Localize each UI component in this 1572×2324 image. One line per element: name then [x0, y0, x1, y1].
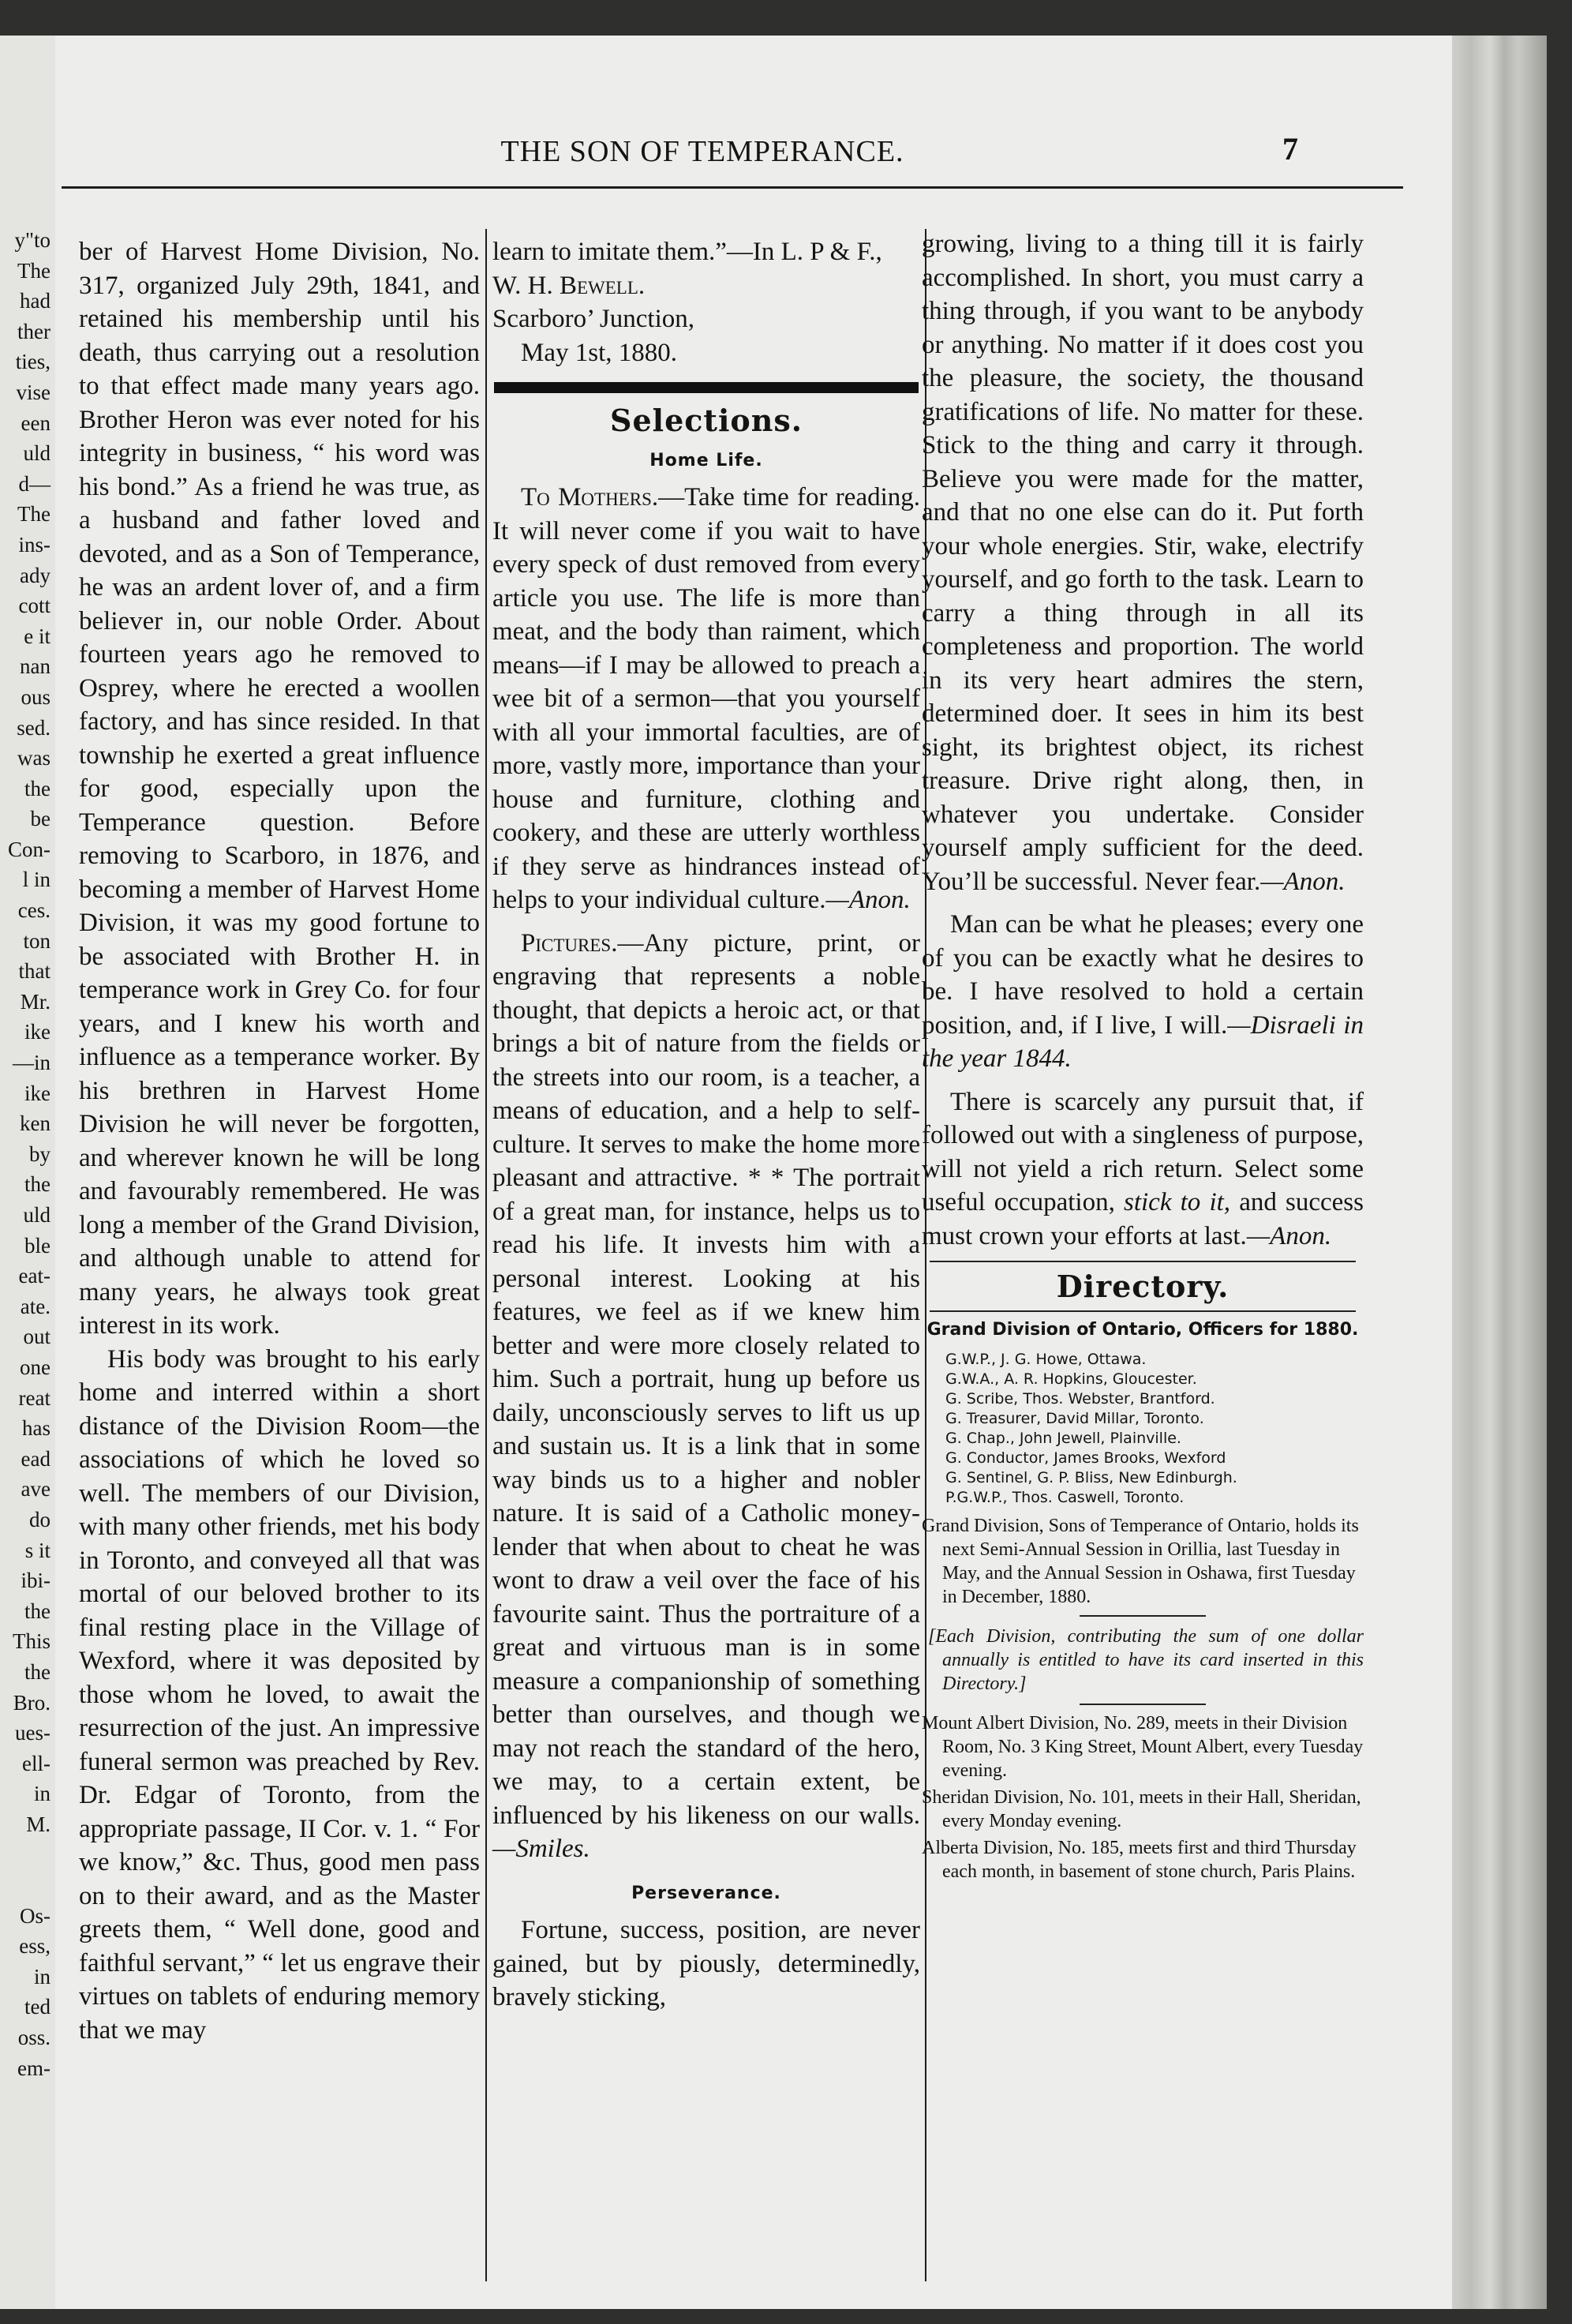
officer-entry: G. Chap., John Jewell, Plainville. [945, 1429, 1181, 1447]
facing-page-fragment: d— [18, 471, 51, 496]
facing-page-fragment: sed. [17, 715, 51, 740]
facing-page-fragment: ble [24, 1233, 51, 1258]
facing-page-fragment: ous [21, 684, 51, 709]
facing-page-fragment: Bro. [13, 1690, 51, 1715]
facing-page-fragment: the [24, 1172, 51, 1197]
article-to-mothers [492, 481, 920, 917]
facing-page-fragment: be [30, 807, 51, 831]
facing-page-fragment: by [29, 1141, 51, 1166]
facing-page-fragment: ted [24, 1995, 51, 2019]
facing-page-fragment: em- [17, 2056, 51, 2080]
subhead-perseverance: Perseverance. [631, 1883, 781, 1903]
author-signature: W. H. Bewell. [492, 271, 646, 300]
facing-page-fragment: ken [20, 1111, 51, 1136]
article-perseverance-start: Fortune, success, position, are never gained, but by piously, determinedly, bravely sticking, [492, 1916, 920, 2011]
division-listing: Alberta Division, No. 185, meets first and third Thursday each month, in basement of stone church, Paris Plains. [922, 1837, 1357, 1882]
obituary-paragraph-1: ber of Harvest Home Division, No. 317, organized July 29th, 1841, and retained his membership until his death, thus carrying out a resolution to that effect made many years ago. Brother Heron was ever noted for his integrity in business, “ his word was his bond.” As a friend he was true, as a husband and father loved and devoted, and as a Son of Temperance, he was an ardent lover of, and a firm believer in, our noble Order. About fourteen years ago he removed to Osprey, where he erected a woollen factory, and has since resided. In that township he exerted a great influence for good, especially upon the Temperance question. Before removing to Scarboro, in 1876, and becoming a member of Harvest Home Division, it was my good fortune to be associated with Brother H. in temperance work in Grey Co. for four years, and I knew his worth and influence as a temperance worker. By his brethren in Harvest Home Division he will never be forgotten, and wherever known he will be long and favourably remembered. He was long a member of the Grand Division, and although unable to attend for many years, he always took great interest in its work. [79, 238, 480, 1340]
pursuit-emphasis: stick to it, [1124, 1188, 1231, 1216]
section-title-directory: Directory. [1056, 1269, 1230, 1304]
credit-anon-3: —Anon. [1246, 1221, 1332, 1250]
obituary-paragraph-2: His body was brought to his early home and interred within a short distance of the Division Room—the associations of which he loved so well. The members of our Division, with many other friends, met his body in Toronto, and conveyed all that was mortal of our beloved brother to its final resting place in the Village of Wexford, where it was deposited by those whom he loved, to await the resurrection of the just. An impressive funeral sermon was preached by Rev. Dr. Edgar of Toronto, from the appropriate passage, II Cor. v. 1. “ For we know,” &c. Thus, good men pass on to their award, and as the Master greets them, “ Well done, good and faithful servant,” “ let us engrave their virtues on tablets of enduring memory that we may [79, 1344, 480, 2045]
facing-page-fragment: ate. [20, 1294, 51, 1318]
facing-page-fragment: ady [20, 563, 51, 587]
facing-page-fragment: ike [24, 1081, 51, 1105]
division-listing: Mount Albert Division, No. 289, meets in their Division Room, No. 3 King Street, Mount Albert, every Tuesday evening. [922, 1712, 1364, 1781]
section-title-selections: Selections. [610, 403, 803, 438]
directory-rule [930, 1310, 1356, 1312]
facing-page-fragment: ead [21, 1446, 51, 1471]
facing-page-fragment: one [20, 1355, 51, 1379]
disraeli-text: Man can be what he pleases; every one of you can be exactly what he desires to be. I have resolved to hold a certain position, and, if I live, I will. [922, 910, 1364, 1040]
directory-divider [930, 1261, 1356, 1262]
facing-page-fragments [0, 225, 51, 2083]
officer-entry: G. Conductor, James Brooks, Wexford [945, 1449, 1226, 1467]
facing-page-fragment [0, 1839, 51, 1870]
officer-entry: G. Sentinel, G. P. Bliss, New Edinburgh. [945, 1468, 1237, 1486]
facing-page-fragment: the [24, 1599, 51, 1623]
facing-page-fragment: M. [26, 1812, 51, 1836]
facing-page-fragment: y"to [14, 228, 51, 252]
text-pictures: —Any picture, print, or engraving that represents a noble thought, that depicts a heroic act, or that brings a bit of nature from the fields or the streets into our room, is a teacher, a means of education, and a help to self-culture. It serves to make the home more pleasant and attractive. * * The portrait of a great man, for instance, helps us to read his life. It invests him with a personal interest. Looking at his features, we feel as if we knew him better and were more closely related to him. Such a portrait, hung up before us daily, unconsciously serves to lift us up and sustain us. It is a link that in some way binds us to a higher and nobler nature. It is said of a Catholic money-lender that when about to cheat he was wont to draw a veil over the face of his favourite saint. Thus the portraiture of a great and virtuous man is in some measure a companionship of something better than ourselves, and though we may not reach the standard of the hero, we may, to a certain extent, be influenced by his likeness on our walls. [492, 928, 920, 1830]
facing-page-fragment: the [24, 776, 51, 800]
column-rule-1 [485, 229, 487, 2281]
facing-page-fragment: The [17, 502, 51, 527]
article-pictures [492, 927, 920, 1866]
officer-entry: G.W.A., A. R. Hopkins, Gloucester. [945, 1370, 1197, 1388]
dateline-place: Scarboro’ Junction, [492, 305, 694, 333]
facing-page-fragment: l in [22, 868, 51, 892]
credit-disraeli: —Disraeli in the year 1844. [922, 1010, 1364, 1073]
credit-anon-2: —Anon. [1260, 867, 1346, 896]
facing-page-fragment: s it [24, 1538, 51, 1562]
facing-page-fragment: reat [18, 1385, 51, 1410]
facing-page-fragment: cott [18, 594, 51, 618]
lead-pictures: Pictures. [521, 928, 618, 958]
credit-smiles: —Smiles. [492, 1835, 590, 1863]
facing-page-fragment: eat- [18, 1264, 51, 1288]
page-number: 7 [1282, 131, 1298, 167]
facing-page-fragment: ike [24, 1020, 51, 1044]
pursuit-text-a: There is scarcely any pursuit that, if followed out with a singleness of purpose, will not yield a rich return. Select some useful occupation, [922, 1087, 1364, 1216]
perseverance-text: growing, living to a thing till it is fairly accomplished. In short, you must carry a thing through, if you want to be anybody or anything. No matter if it does cost you the pleasure, the society, the thousand gratifications of life. No matter for these. Stick to the thing and carry it through. Believe you were made for the matter, and that no one else can do it. Put forth your whole energies. Stir, wake, electrify yourself, and go forth to the task. Learn to carry a thing through in all its completeness and proportion. The world in its very heart admires the stern, determined doer. It sees in him its best sight, its brightest object, its richest treasure. Drive right along, then, in whatever you undertake. Consider yourself amply sufficient for the deed. You’ll be successful. Never fear. [922, 230, 1364, 896]
facing-page-fragment: nan [20, 654, 51, 679]
short-rule-1 [1080, 1615, 1206, 1617]
facing-page-fragment: ell- [22, 1751, 51, 1775]
facing-page-fragment: een [21, 410, 51, 435]
short-rule-2 [1080, 1704, 1206, 1705]
facing-page-fragment: has [22, 1416, 51, 1441]
facing-page-fragment: ton [23, 928, 51, 953]
facing-page-fragment: ces. [17, 898, 51, 923]
text-to-mothers: —Take time for reading. It will never come if you wait to have every speck of dust removed from every article you use. The life is more than meat, and the body than raiment, which means—if I may be allowed to preach a wee bit of a sermon—that you yourself with all your immortal faculties, are of more, vastly more, importance than your house and furniture, clothing and cookery, and these are utterly worthless if they serve as hindrances instead of helps to your individual culture. [492, 483, 921, 914]
facing-page-fragment: in [33, 1782, 51, 1806]
book-binding-edge [1452, 36, 1547, 2309]
division-listings [922, 1711, 1364, 1884]
facing-page-fragment: ibi- [21, 1569, 51, 1593]
officer-entry: G. Treasurer, David Millar, Toronto. [945, 1409, 1204, 1427]
facing-page-fragment [0, 1870, 51, 1901]
facing-page-fragment: ave [21, 1477, 51, 1501]
facing-page-fragment: ins- [18, 532, 51, 557]
facing-page-fragment: do [29, 1507, 51, 1531]
facing-page-fragment: —in [12, 1051, 51, 1075]
facing-page-fragment: e it [24, 624, 51, 648]
facing-page-fragment: ties, [15, 350, 51, 374]
perseverance-continued [922, 227, 1364, 898]
facing-page-fragment: The [17, 258, 51, 283]
facing-page-fragment: Con- [8, 837, 51, 861]
facing-page-fragment: out [23, 1325, 51, 1349]
facing-page-fragment: ues- [15, 1721, 51, 1745]
dateline-date: May 1st, 1880. [521, 338, 677, 367]
running-head: THE SON OF TEMPERANCE. [500, 135, 904, 168]
session-notice: Grand Division, Sons of Temperance of Ontario, holds its next Semi-Annual Session in Orillia, last Tuesday in May, and the Annual Session in Oshawa, first Tuesday in December, 1880. [922, 1515, 1359, 1607]
subhead-home-life: Home Life. [649, 450, 763, 470]
column-3 [922, 227, 1364, 1887]
facing-page-fragment: was [17, 746, 51, 770]
disraeli-quote [922, 908, 1364, 1076]
facing-page-fragment: ess, [19, 1934, 51, 1959]
facing-page-fragment: in [33, 1964, 51, 1989]
pursuit-paragraph [922, 1085, 1364, 1254]
column-1 [79, 235, 480, 2047]
lead-to-mothers: To Mothers. [521, 483, 659, 512]
facing-page-fragment: vise [16, 380, 51, 404]
facing-page-fragment: oss. [17, 2026, 51, 2050]
obituary-closing: learn to imitate them.”—In L. P & F., [492, 238, 882, 266]
facing-page-fragment: that [18, 959, 51, 984]
facing-page-fragment: the [24, 1659, 51, 1684]
directory-heading: Grand Division of Ontario, Officers for 1880. [926, 1319, 1359, 1340]
facing-page-fragment: uld [23, 441, 51, 466]
column-2 [492, 235, 920, 2015]
header-rule [62, 186, 1403, 189]
facing-page-fragment: Os- [20, 1903, 51, 1928]
officer-entry: P.G.W.P., Thos. Caswell, Toronto. [945, 1488, 1185, 1506]
facing-page-fragment: ther [17, 319, 51, 343]
pursuit-text-b: and success must crown your efforts at last. [922, 1188, 1364, 1250]
officers-list [945, 1350, 1364, 1508]
facing-page-fragment: This [12, 1629, 51, 1654]
directory-card-note: [Each Division, contributing the sum of one dollar annually is entitled to have its card inserted in this Directory.] [928, 1625, 1364, 1694]
division-listing: Sheridan Division, No. 101, meets in their Hall, Sheridan, every Monday evening. [922, 1786, 1361, 1831]
officer-entry: G.W.P., J. G. Howe, Ottawa. [945, 1350, 1147, 1368]
officer-entry: G. Scribe, Thos. Webster, Brantford. [945, 1389, 1215, 1408]
facing-page-fragment: uld [23, 1203, 51, 1227]
section-divider [494, 382, 919, 393]
facing-page-edge [0, 36, 55, 2309]
facing-page-fragment: Mr. [20, 989, 51, 1014]
credit-anon-1: —Anon. [825, 886, 911, 914]
facing-page-fragment: had [20, 289, 51, 313]
